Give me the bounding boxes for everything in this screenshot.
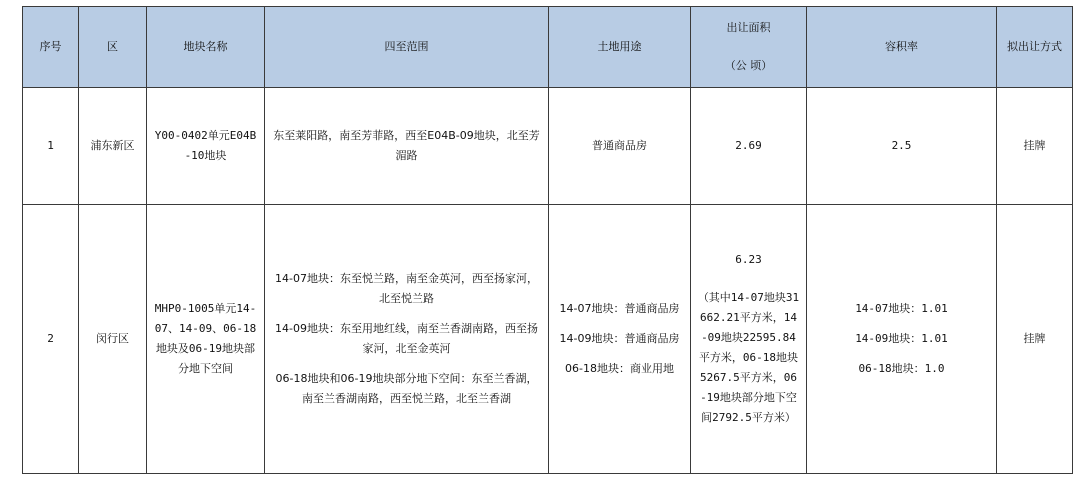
- col-header-transfer-method: 拟出让方式: [997, 7, 1073, 88]
- col-header-land-use: 土地用途: [549, 7, 691, 88]
- cell-seq: 1: [23, 88, 79, 205]
- plot-ratio-entry: 14-09地块：1.01: [855, 332, 948, 345]
- land-use-entry: 14-09地块：普通商品房: [559, 332, 680, 345]
- cell-plot-ratio: [807, 205, 997, 474]
- cell-land-use: [549, 205, 691, 474]
- area-total: 6.23: [735, 253, 762, 266]
- col-header-seq: 序号: [23, 7, 79, 88]
- cell-plot-name: MHP0-1005单元14-07、14-09、06-18地块及06-19地块部分地下空间: [147, 205, 265, 474]
- table-row: [23, 88, 1073, 205]
- plot-ratio-entry: 06-18地块：1.0: [858, 362, 945, 375]
- col-header-area: [691, 7, 807, 88]
- cell-boundaries: [265, 205, 549, 474]
- cell-plot-name: Y00-0402单元E04B-10地块: [147, 88, 265, 205]
- cell-transfer-method: 挂牌: [997, 205, 1073, 474]
- cell-seq: 2: [23, 205, 79, 474]
- land-use-entry: 06-18地块：商业用地: [565, 362, 674, 375]
- cell-plot-ratio: 2.5: [807, 88, 997, 205]
- header-row: [23, 7, 1073, 88]
- table-row: [23, 205, 1073, 474]
- boundary-entry: 14-09地块：东至用地红线，南至兰香湖南路，西至扬家河，北至金英河: [275, 322, 538, 355]
- boundary-entry: 14-07地块：东至悦兰路，南至金英河，西至扬家河，北至悦兰路: [275, 272, 538, 305]
- area-header-title: 出让面积: [726, 21, 771, 34]
- col-header-plot-name: 地块名称: [147, 7, 265, 88]
- col-header-plot-ratio: 容积率: [807, 7, 997, 88]
- cell-land-use: 普通商品房: [549, 88, 691, 205]
- area-header-unit: （公 顷）: [724, 59, 773, 72]
- plot-ratio-entry: 14-07地块：1.01: [855, 302, 948, 315]
- cell-district: 浦东新区: [79, 88, 147, 205]
- area-detail: （其中14-07地块31662.21平方米，14-09地块22595.84平方米，06-18地块5267.5平方米，06-19地块部分地下空间2792.5平方米）: [697, 291, 800, 424]
- land-transfer-table: [22, 6, 1073, 474]
- cell-district: 闵行区: [79, 205, 147, 474]
- col-header-boundaries: 四至范围: [265, 7, 549, 88]
- col-header-district: 区: [79, 7, 147, 88]
- cell-transfer-method: 挂牌: [997, 88, 1073, 205]
- cell-boundaries: 东至莱阳路，南至芳菲路，西至E04B-09地块，北至芳湄路: [265, 88, 549, 205]
- cell-area: 2.69: [691, 88, 807, 205]
- cell-area: [691, 205, 807, 474]
- land-use-entry: 14-07地块：普通商品房: [559, 302, 680, 315]
- boundary-entry: 06-18地块和06-19地块部分地下空间：东至兰香湖，南至兰香湖南路，西至悦兰路，北至兰香湖: [275, 372, 538, 405]
